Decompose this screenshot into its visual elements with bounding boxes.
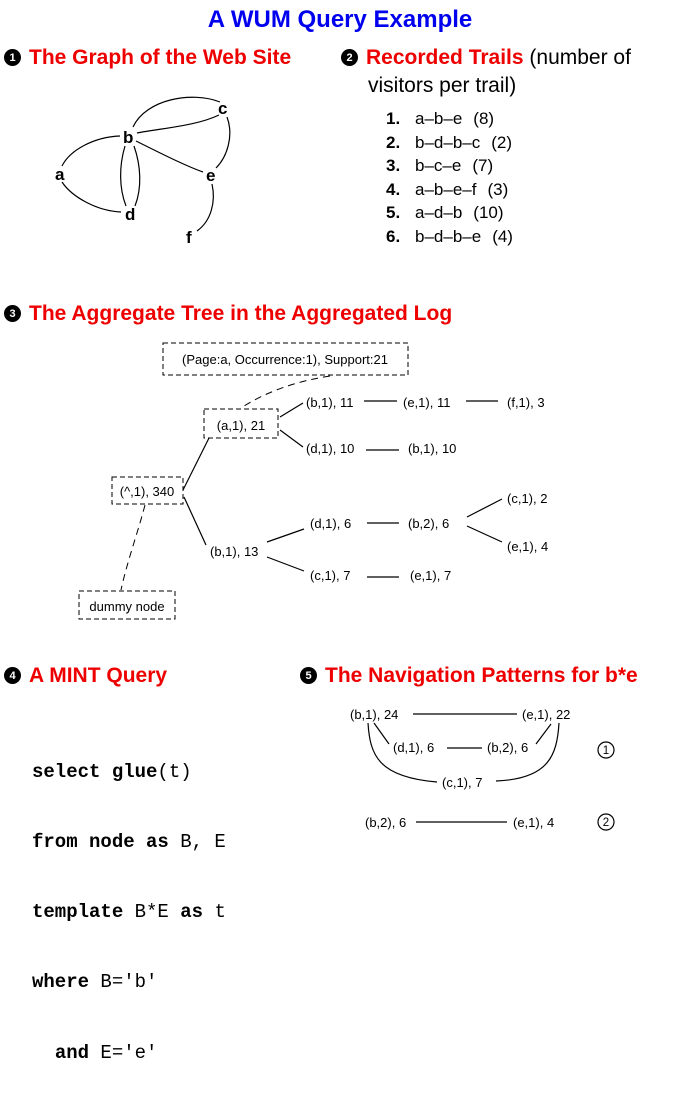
tree-edge-b13-d6 xyxy=(267,529,304,542)
trail-number: 6. xyxy=(386,226,401,246)
code-keyword: and xyxy=(54,1041,90,1064)
code-keyword: select glue xyxy=(32,760,158,783)
section5-number-icon: 5 xyxy=(300,667,317,684)
pattern1-edge-b24-d6 xyxy=(374,723,389,744)
tree-node-d10: (d,1), 10 xyxy=(306,441,355,456)
list-item xyxy=(386,109,513,133)
tree-edge-root-b13 xyxy=(184,497,206,545)
tree-node-e4: (e,1), 4 xyxy=(507,539,549,554)
section5-header xyxy=(300,664,638,688)
section1-title: The Graph of the Web Site xyxy=(29,46,292,69)
code-text: B*E xyxy=(123,901,181,924)
edge-a-d xyxy=(62,182,121,212)
trail-sequence: a–b–e xyxy=(415,109,463,128)
pattern2-badge-number: 2 xyxy=(602,817,610,829)
recorded-trails-list xyxy=(386,109,513,251)
tree-edge-a21-b11 xyxy=(280,403,303,417)
code-keyword: as xyxy=(180,901,204,924)
code-line xyxy=(32,901,226,924)
tree-node-f3: (f,1), 3 xyxy=(507,395,545,410)
code-text: (t) xyxy=(157,760,192,783)
graph-node-d: d xyxy=(125,205,136,224)
tree-edge-b13-c7 xyxy=(267,557,304,571)
trail-sequence: b–d–b–e xyxy=(415,226,482,246)
section3-number-icon: 3 xyxy=(4,305,21,322)
pattern1-badge-number: 1 xyxy=(602,745,610,757)
edge-a-b xyxy=(62,136,120,166)
tree-node-b13: (b,1), 13 xyxy=(210,544,259,559)
list-item xyxy=(386,156,513,180)
pattern1-node-b24: (b,1), 24 xyxy=(350,707,399,722)
code-keyword: where xyxy=(32,971,90,994)
code-text: t xyxy=(203,901,226,924)
pattern2-node-b26: (b,2), 6 xyxy=(365,815,407,830)
trail-number: 4. xyxy=(386,179,401,199)
tree-edge-b26-c2 xyxy=(467,499,502,517)
web-site-graph xyxy=(30,85,270,250)
trail-count: (4) xyxy=(492,226,513,246)
list-item xyxy=(386,203,513,227)
list-item xyxy=(386,227,513,251)
trail-sequence: b–c–e xyxy=(415,156,462,176)
trail-sequence: a–d–b xyxy=(415,203,463,223)
trail-number: 5. xyxy=(386,203,401,223)
pattern1-node-e22: (e,1), 22 xyxy=(522,707,571,722)
tree-node-b10: (b,1), 10 xyxy=(408,441,457,456)
dummy-connector xyxy=(121,505,145,590)
section5-title: The Navigation Patterns for b*e xyxy=(325,664,638,687)
section4-number-icon: 4 xyxy=(4,667,21,684)
code-line xyxy=(32,971,226,994)
code-line xyxy=(32,761,226,784)
tree-node-b26: (b,2), 6 xyxy=(408,516,450,531)
pattern1-node-b26: (b,2), 6 xyxy=(487,740,529,755)
trail-count: (10) xyxy=(473,203,504,223)
edge-b-d-left xyxy=(121,146,126,206)
graph-node-b: b xyxy=(123,128,134,147)
section4-header xyxy=(4,664,167,688)
edge-c-e xyxy=(216,117,230,168)
mint-query-code xyxy=(32,714,226,1112)
graph-node-f: f xyxy=(186,228,192,247)
pattern1-edge-b26-e22 xyxy=(536,724,551,744)
section1-header xyxy=(4,46,291,70)
section1-number-icon: 1 xyxy=(4,49,21,66)
trail-count: (7) xyxy=(472,156,494,176)
trail-count: (2) xyxy=(491,132,513,152)
code-text: E='e' xyxy=(89,1041,158,1064)
tree-node-b11: (b,1), 11 xyxy=(306,395,354,410)
trail-count: (3) xyxy=(487,179,509,199)
support-annotation-label: (Page:a, Occurrence:1), Support:21 xyxy=(182,352,388,367)
edge-b-d-right xyxy=(134,146,140,206)
graph-node-e: e xyxy=(206,166,216,185)
pattern1-node-d6: (d,1), 6 xyxy=(393,740,435,755)
tree-edge-root-a21 xyxy=(183,438,209,490)
code-text xyxy=(32,1042,55,1064)
code-line xyxy=(32,831,226,854)
code-line xyxy=(32,1042,226,1065)
tree-edge-a21-d10 xyxy=(280,430,303,447)
graph-node-a: a xyxy=(55,165,65,184)
edge-b-c-arc xyxy=(133,97,220,127)
graph-node-c: c xyxy=(218,99,228,118)
section2-subtitle-part2: visitors per trail) xyxy=(368,74,517,97)
section2-header xyxy=(341,46,631,98)
trail-number: 3. xyxy=(386,156,401,176)
list-item xyxy=(386,133,513,157)
edge-e-f xyxy=(197,184,213,231)
section4-title: A MINT Query xyxy=(29,664,168,687)
tree-node-c2: (c,1), 2 xyxy=(507,491,548,506)
tree-node-e11: (e,1), 11 xyxy=(403,395,451,410)
trail-sequence: a–b–e–f xyxy=(415,179,477,199)
section2-subtitle-part1: (number of xyxy=(523,46,631,69)
trail-number: 1. xyxy=(386,109,401,128)
tree-node-root: (^,1), 340 xyxy=(119,484,175,499)
pattern2-node-e14: (e,1), 4 xyxy=(513,815,555,830)
tree-node-e7: (e,1), 7 xyxy=(410,568,452,583)
trail-number: 2. xyxy=(386,132,401,152)
list-item xyxy=(386,180,513,204)
edge-b-c-lower xyxy=(137,115,219,133)
section3-title: The Aggregate Tree in the Aggregated Log xyxy=(29,302,453,325)
page-title: A WUM Query Example xyxy=(207,6,473,33)
section2-number-icon: 2 xyxy=(341,49,358,66)
code-text: B='b' xyxy=(89,971,158,994)
tree-edge-b26-e4 xyxy=(467,526,502,542)
tree-node-a21: (a,1), 21 xyxy=(216,418,266,433)
pattern1-node-c7: (c,1), 7 xyxy=(442,775,483,790)
trail-count: (8) xyxy=(473,109,495,128)
section2-title: Recorded Trails xyxy=(366,46,524,69)
code-keyword: from node as xyxy=(32,831,169,854)
aggregate-tree xyxy=(60,340,620,630)
trail-sequence: b–d–b–c xyxy=(415,132,481,152)
section3-header xyxy=(4,302,452,326)
tree-node-d6: (d,1), 6 xyxy=(310,516,352,531)
edge-b-e xyxy=(136,141,203,172)
code-text: B, E xyxy=(168,831,226,854)
dummy-node-label: dummy node xyxy=(89,599,165,614)
navigation-patterns xyxy=(340,698,630,838)
code-keyword: template xyxy=(32,901,124,924)
tree-node-c7: (c,1), 7 xyxy=(310,568,351,583)
